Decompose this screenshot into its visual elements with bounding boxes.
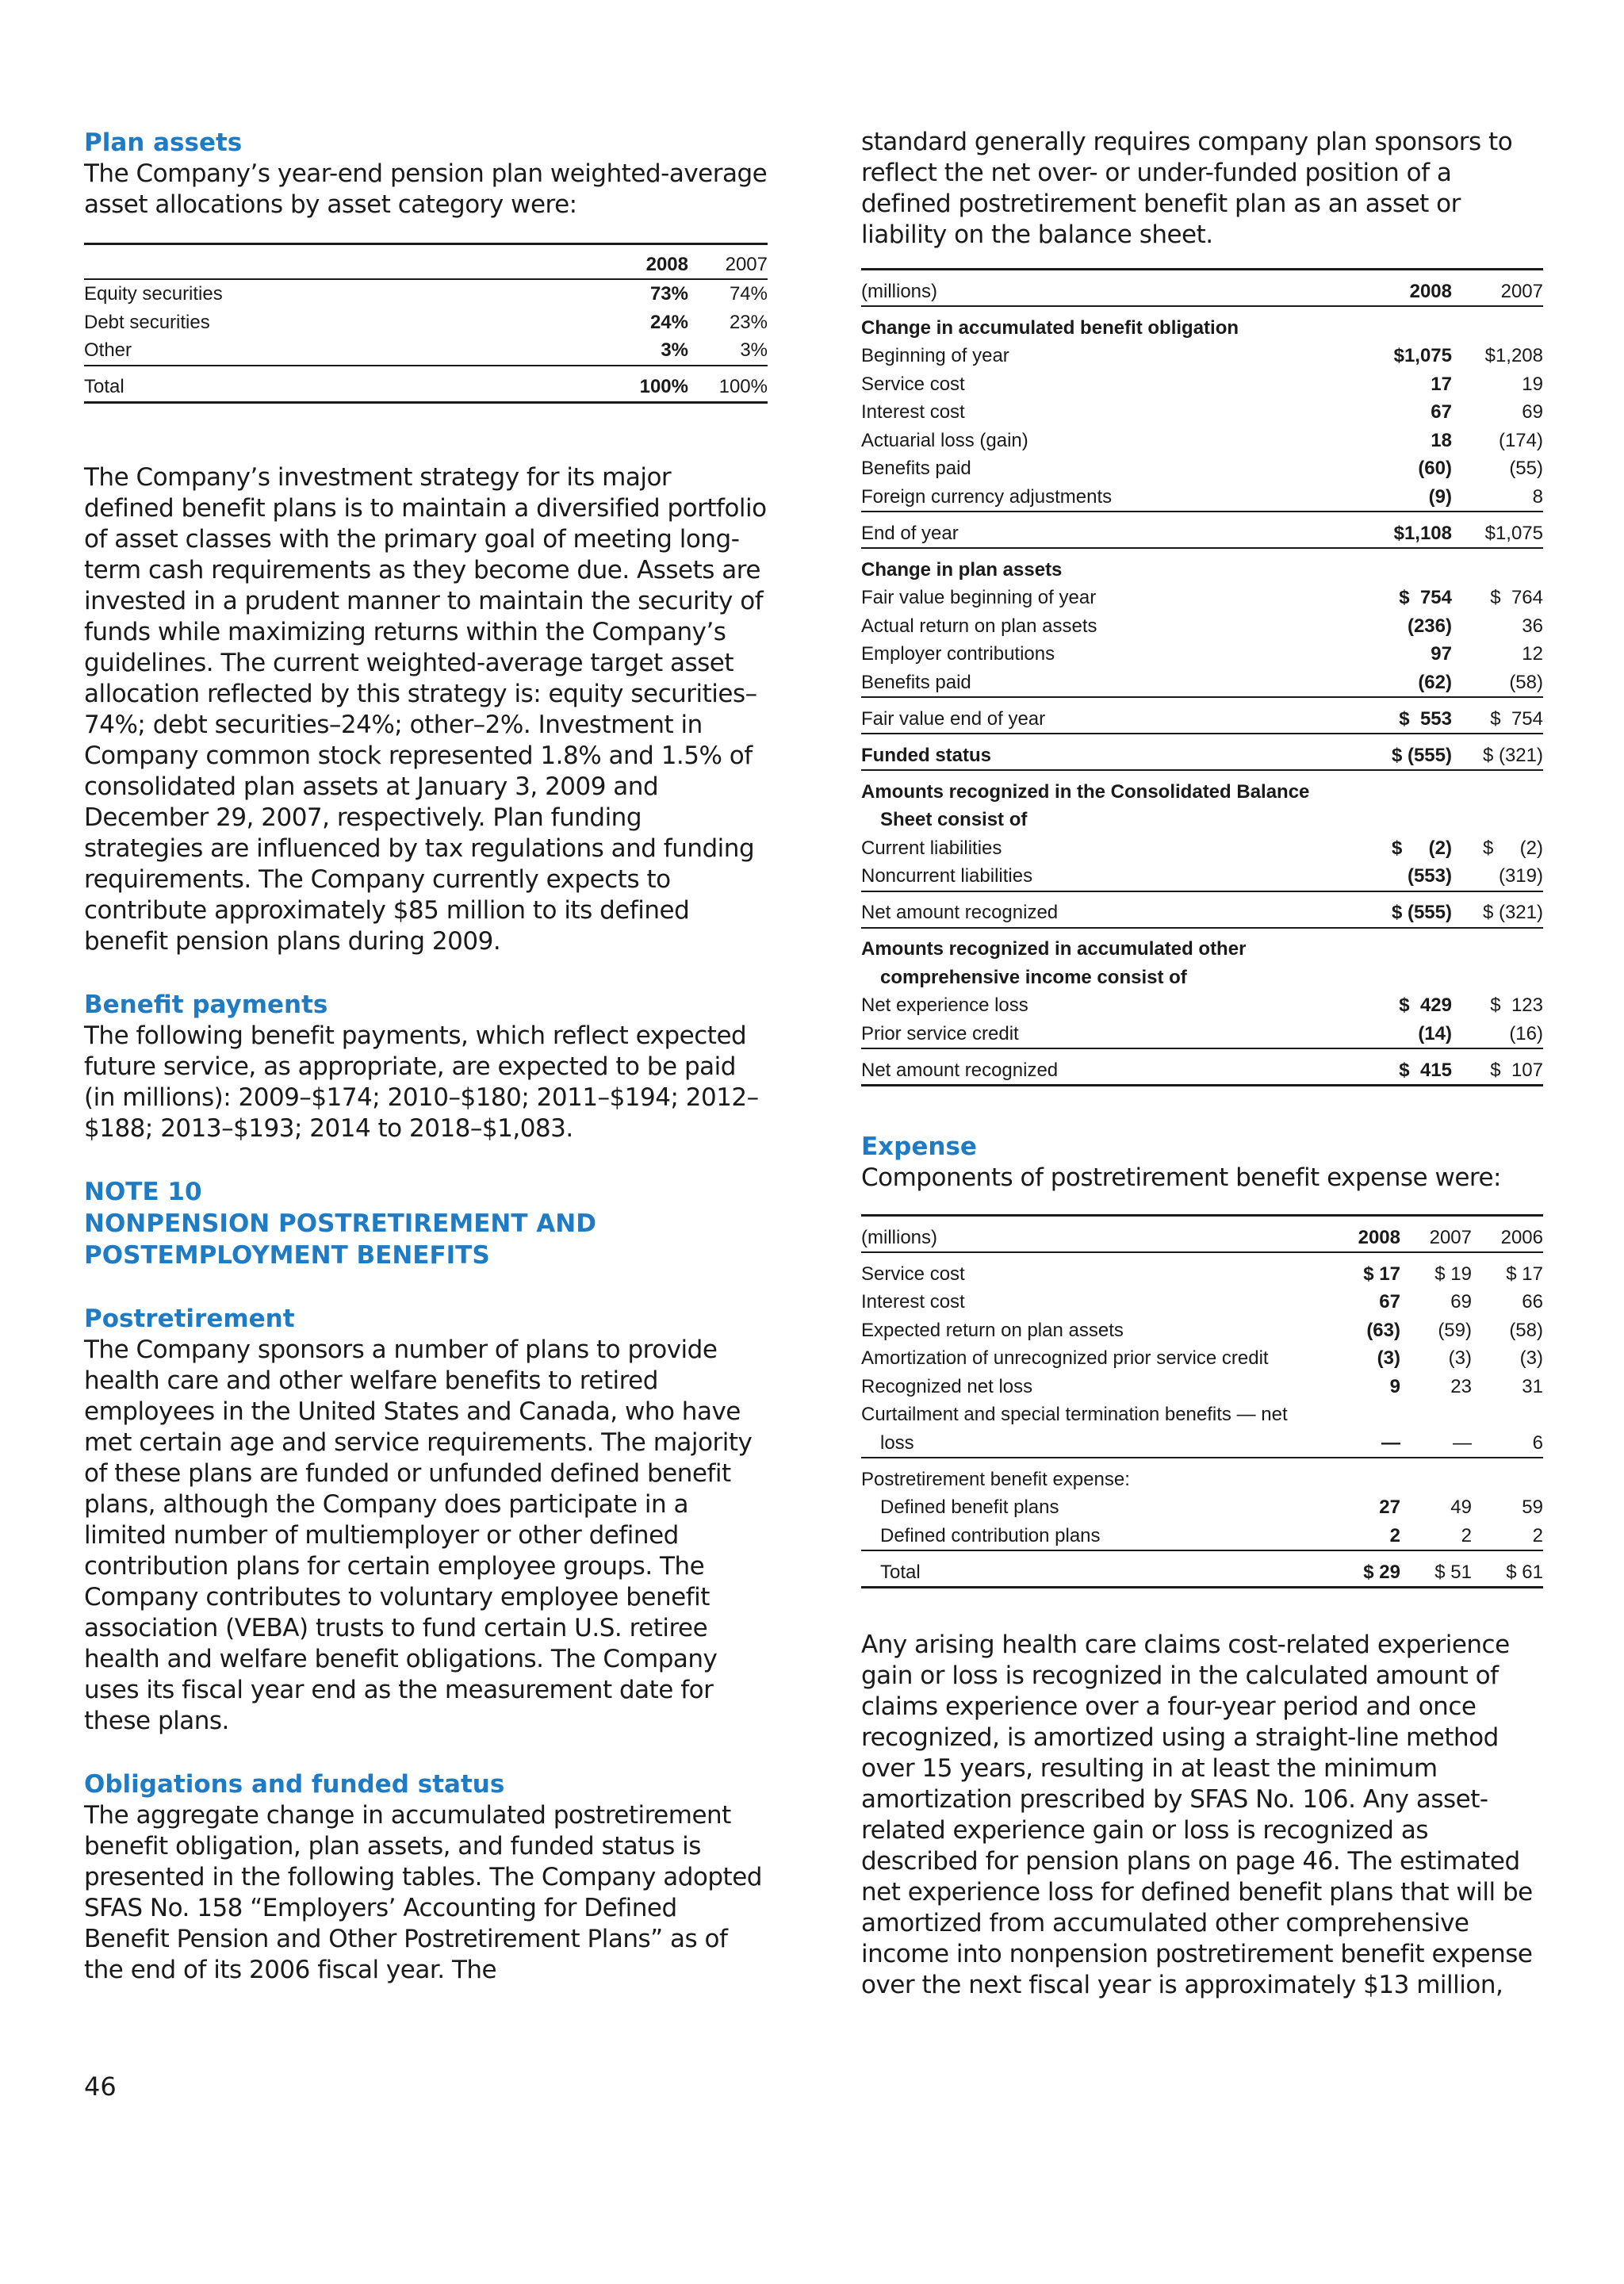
- col-header-2008: 2008: [617, 244, 688, 280]
- cell-2006: 6: [1472, 1429, 1543, 1458]
- cell-2008: $ 415: [1361, 1048, 1452, 1086]
- cell-2007: —: [1400, 1429, 1472, 1458]
- row-label: Benefits paid: [861, 669, 1361, 698]
- obligations-paragraph: The aggregate change in accumulated postretirement benefit obligation, plan assets, and funded status is presented in the following tables. The Company adopted SFAS No. 158 “Employers’ Accounting for Defined Benefit Pension and Other Postretirement Plans” as of the end of its 2006 fiscal year. The: [84, 1800, 762, 1984]
- cell-2006: (58): [1509, 1319, 1543, 1341]
- row-label: Interest cost: [861, 401, 965, 423]
- cell-2008: $ 754: [1399, 587, 1452, 608]
- subtotal-row: [861, 1048, 1543, 1086]
- note-10-heading: [84, 1176, 768, 1271]
- table-row: [861, 584, 1543, 612]
- cell-2006: 31: [1522, 1375, 1543, 1397]
- table-row: [861, 1252, 1543, 1288]
- col-header-2007: 2007: [688, 244, 768, 280]
- expense-intro: Components of postretirement benefit expense were:: [861, 1163, 1501, 1192]
- cell-2007: $ 51: [1400, 1550, 1472, 1588]
- cell-2008: 67: [1379, 1291, 1400, 1313]
- cell-2008: (553): [1361, 862, 1452, 891]
- section-heading: Amounts recognized in accumulated other: [861, 938, 1247, 960]
- expense-heading: Expense: [861, 1132, 977, 1161]
- obligations-heading: Obligations and funded status: [84, 1769, 505, 1799]
- investment-strategy-paragraph: The Company’s investment strategy for its major defined benefit plans is to maintain a diversified portfolio of asset classes with the primary goal of meeting long-term cash requirements as they become due. Assets are invested in a prudent manner to maintain the security of funds while maximizing returns within the Company’s guidelines. The current weighted-average target asset allocation reflected by this strategy is: equity securities–74%; debt securities–24%; other–2%. Investment in Company common stock represented 1.8% and 1.5% of consolidated plan assets at January 3, 2009 and December 29, 2007, respectively. Plan funding strategies are influenced by tax regulations and funding requirements. The Company currently expects to contribute approximately $85 million to its defined benefit pension plans during 2009.: [84, 462, 767, 956]
- section-heading: Amounts recognized in the Consolidated Balance: [861, 780, 1310, 803]
- section-heading-row: [861, 806, 1543, 834]
- cell-2008: 24%: [649, 311, 688, 333]
- plan-assets-heading: Plan assets: [84, 128, 243, 157]
- cell-2008: (3): [1377, 1347, 1400, 1369]
- section-heading-row: [861, 306, 1543, 342]
- left-column: [84, 127, 768, 2018]
- note-title-line: NONPENSION POSTRETIREMENT AND: [84, 1209, 596, 1238]
- cell-2007: 100%: [688, 366, 768, 403]
- cell-2008: 97: [1431, 643, 1452, 665]
- cell-2007: 8: [1452, 483, 1543, 512]
- postretirement-paragraph: The Company sponsors a number of plans to provide health care and other welfare benefits to retired employees in the United States and Canada, who have met certain age and service requirements. The majority of these plans are funded or unfunded defined benefit plans, although the Company does participate in a limited number of multiemployer or other defined contribution plans for certain employee groups. The Company contributes to voluntary employee benefit association (VEBA) trusts to fund certain U.S. retiree health and welfare benefit obligations. The Company uses its fiscal year end as the measurement date for these plans.: [84, 1335, 753, 1735]
- subtotal-row: [861, 512, 1543, 548]
- table-row: [861, 1344, 1543, 1373]
- subtotal-row: [861, 891, 1543, 928]
- col-header-2006: 2006: [1472, 1216, 1543, 1253]
- row-label: Total: [861, 1550, 1337, 1588]
- section-heading-row: [861, 770, 1543, 806]
- cell-2008: (62): [1361, 669, 1452, 698]
- cell-2007: 49: [1450, 1496, 1472, 1518]
- table-row: [861, 862, 1543, 891]
- cell-2007: $1,075: [1452, 512, 1543, 548]
- note-title-line: POSTEMPLOYMENT BENEFITS: [84, 1240, 490, 1270]
- cell-2007: (16): [1452, 1020, 1543, 1049]
- cell-2007: (174): [1498, 429, 1543, 451]
- continuation-paragraph: standard generally requires company plan sponsors to reflect the net over- or under-funded position of a defined postretirement benefit plan as an asset or liability on the balance sheet.: [861, 128, 1513, 249]
- benefit-payments-paragraph: The following benefit payments, which reflect expected future service, as appropriate, are expected to be paid (in millions): 2009–$174; 2010–$180; 2011–$194; 2012–$188; 2013–$193; 2014 to 2018–$1,083.: [84, 1021, 759, 1143]
- table-row: [861, 612, 1543, 641]
- note-number: NOTE 10: [84, 1177, 202, 1206]
- cell-2006: $ 61: [1472, 1550, 1543, 1588]
- cell-2008: $ 29: [1337, 1550, 1400, 1588]
- col-header-2007: 2007: [1452, 270, 1543, 307]
- page-number: 46: [84, 2071, 117, 2102]
- row-label: Foreign currency adjustments: [861, 483, 1361, 512]
- table-row: [861, 1373, 1543, 1401]
- row-label: Service cost: [861, 1263, 965, 1285]
- cell-2006: 2: [1472, 1522, 1543, 1551]
- table-row: [861, 640, 1543, 669]
- section-heading-row: [861, 964, 1543, 992]
- cell-2007: (58): [1452, 669, 1543, 698]
- table-row: [861, 669, 1543, 698]
- cell-2008: (236): [1407, 615, 1452, 637]
- section-heading: Change in accumulated benefit obligation: [861, 316, 1239, 339]
- subtotal-row: [861, 697, 1543, 734]
- row-label: Beginning of year: [861, 345, 1009, 366]
- table-row: [84, 336, 768, 366]
- table-row: [861, 1522, 1543, 1551]
- cell-2007: $ 123: [1490, 994, 1543, 1016]
- row-label: Other: [84, 336, 617, 366]
- row-label: Debt securities: [84, 311, 210, 333]
- row-label: Expected return on plan assets: [861, 1319, 1124, 1341]
- cell-2006: $ 17: [1506, 1263, 1543, 1285]
- cell-2007: $ (2): [1482, 837, 1543, 859]
- total-row: [861, 1550, 1543, 1588]
- right-column: [861, 127, 1543, 2033]
- table-header-row: [84, 244, 768, 280]
- table-row: [84, 279, 768, 308]
- col-header-2008: 2008: [1337, 1216, 1400, 1253]
- cell-2007: $ 754: [1452, 697, 1543, 734]
- cell-2007: 19: [1522, 373, 1543, 395]
- row-label: Defined contribution plans: [861, 1522, 1337, 1551]
- table-row: [861, 1429, 1543, 1458]
- table-header-row: [861, 270, 1543, 307]
- cell-2007: $1,208: [1484, 345, 1543, 366]
- cell-2008: 3%: [617, 336, 688, 366]
- cell-2008: $ 553: [1361, 697, 1452, 734]
- cell-2008: $ 17: [1363, 1263, 1400, 1285]
- cell-2007: $ 107: [1452, 1048, 1543, 1086]
- obligation-table: [861, 268, 1543, 1086]
- cell-2008: $ (555): [1361, 734, 1452, 770]
- cell-2006: 59: [1522, 1496, 1543, 1518]
- table-row: [861, 1316, 1543, 1345]
- row-label: Actual return on plan assets: [861, 615, 1097, 637]
- unit-label: (millions): [861, 1216, 1337, 1253]
- cell-2007: (319): [1452, 862, 1543, 891]
- cell-2007: $ 19: [1434, 1263, 1472, 1285]
- col-header-2008: 2008: [1361, 270, 1452, 307]
- col-header-2007: 2007: [1400, 1216, 1472, 1253]
- row-label: Funded status: [861, 734, 1361, 770]
- cell-2008: 2: [1337, 1522, 1400, 1551]
- row-label: Net amount recognized: [861, 891, 1361, 928]
- row-label: Amortization of unrecognized prior service credit: [861, 1347, 1269, 1369]
- table-row: [861, 834, 1543, 863]
- plan-assets-intro: The Company’s year-end pension plan weighted-average asset allocations by asset category were:: [84, 159, 768, 219]
- cell-2008: 27: [1379, 1496, 1400, 1518]
- unit-label: (millions): [861, 270, 1361, 307]
- row-label: Net experience loss: [861, 994, 1028, 1016]
- cell-2008: 73%: [649, 283, 688, 305]
- cell-2007: 36: [1522, 615, 1543, 637]
- cell-2007: $ (321): [1452, 734, 1543, 770]
- table-row: [861, 1288, 1543, 1316]
- cell-2006: (3): [1519, 1347, 1543, 1369]
- table-row: [861, 342, 1543, 370]
- cell-2007: 2: [1400, 1522, 1472, 1551]
- cell-2007: $ 764: [1490, 587, 1543, 608]
- section-heading-row: [861, 928, 1543, 964]
- cell-2007: 3%: [688, 336, 768, 366]
- table-row: [84, 308, 768, 337]
- cell-2008: 17: [1431, 373, 1452, 395]
- row-label: Defined benefit plans: [880, 1496, 1059, 1518]
- cell-2008: $1,108: [1361, 512, 1452, 548]
- cell-2007: 74%: [729, 283, 768, 305]
- row-label: Curtailment and special termination benefits — net: [861, 1404, 1288, 1425]
- table-row: [861, 1020, 1543, 1049]
- cell-2008: $ 429: [1399, 994, 1452, 1016]
- cell-2007: $ (321): [1452, 891, 1543, 928]
- cell-2008: 18: [1431, 429, 1452, 451]
- cell-2007: 23: [1450, 1375, 1472, 1397]
- table-row: [861, 991, 1543, 1020]
- row-label: Service cost: [861, 373, 965, 395]
- cell-2008: $ (555): [1361, 891, 1452, 928]
- table-row: [861, 1401, 1543, 1429]
- postretirement-heading: Postretirement: [84, 1304, 295, 1333]
- row-label: End of year: [861, 512, 1361, 548]
- closing-paragraph: Any arising health care claims cost-related experience gain or loss is recognized in the calculated amount of claims experience over a four-year period and once recognized, is amortized using a straight-line method over 15 years, resulting in at least the minimum amortization prescribed by SFAS No. 106. Any asset-related experience gain or loss is recognized as described for pension plans on page 46. The estimated net experience loss for defined benefit plans that will be amortized from accumulated other comprehensive income into nonpension postretirement benefit expense over the next fiscal year is approximately $13 million,: [861, 1631, 1533, 1999]
- funded-status-row: [861, 734, 1543, 770]
- cell-2007: 69: [1450, 1291, 1472, 1313]
- benefit-payments-heading: Benefit payments: [84, 990, 328, 1019]
- row-label: loss: [861, 1429, 1337, 1458]
- cell-2008: (14): [1361, 1020, 1452, 1049]
- section-heading: Change in plan assets: [861, 558, 1063, 581]
- row-label: Recognized net loss: [861, 1375, 1033, 1397]
- table-row: [861, 1493, 1543, 1522]
- cell-2008: —: [1337, 1429, 1400, 1458]
- cell-2008: $ (2): [1391, 837, 1452, 859]
- total-row: [84, 366, 768, 403]
- row-label: Net amount recognized: [861, 1048, 1361, 1086]
- row-label: Fair value beginning of year: [861, 587, 1097, 608]
- table-row: [861, 1458, 1543, 1493]
- cell-2007: (55): [1509, 458, 1543, 479]
- cell-2007: (59): [1438, 1319, 1472, 1341]
- cell-2008: (9): [1361, 483, 1452, 512]
- section-heading: Sheet consist of: [880, 809, 1028, 830]
- row-label: Postretirement benefit expense:: [861, 1468, 1130, 1490]
- row-label: Equity securities: [84, 283, 223, 305]
- row-label: Prior service credit: [861, 1020, 1361, 1049]
- cell-2008: $1,075: [1393, 345, 1452, 366]
- row-label: Current liabilities: [861, 837, 1002, 859]
- cell-2008: (63): [1366, 1319, 1400, 1341]
- cell-2008: 9: [1389, 1375, 1400, 1397]
- section-heading: comprehensive income consist of: [880, 966, 1187, 988]
- cell-2007: 69: [1522, 401, 1543, 423]
- cell-2007: 12: [1522, 643, 1543, 665]
- table-row: [861, 454, 1543, 483]
- row-label: Total: [84, 366, 617, 403]
- row-label: Interest cost: [861, 1291, 965, 1313]
- row-label: Noncurrent liabilities: [861, 862, 1361, 891]
- row-label: Fair value end of year: [861, 697, 1361, 734]
- cell-2008: 100%: [617, 366, 688, 403]
- cell-2008: 67: [1431, 401, 1452, 423]
- row-label: Benefits paid: [861, 458, 971, 479]
- cell-2007: (3): [1448, 1347, 1472, 1369]
- table-row: [861, 427, 1543, 455]
- table-header-row: [861, 1216, 1543, 1253]
- table-row: [861, 398, 1543, 427]
- section-heading-row: [861, 548, 1543, 584]
- cell-2008: (60): [1418, 458, 1452, 479]
- row-label: Employer contributions: [861, 643, 1055, 665]
- expense-table: [861, 1214, 1543, 1588]
- cell-2006: 66: [1522, 1291, 1543, 1313]
- table-row: [861, 370, 1543, 399]
- table-row: [861, 483, 1543, 512]
- asset-allocation-table: [84, 243, 768, 404]
- row-label: Actuarial loss (gain): [861, 429, 1028, 451]
- cell-2007: 23%: [729, 311, 768, 333]
